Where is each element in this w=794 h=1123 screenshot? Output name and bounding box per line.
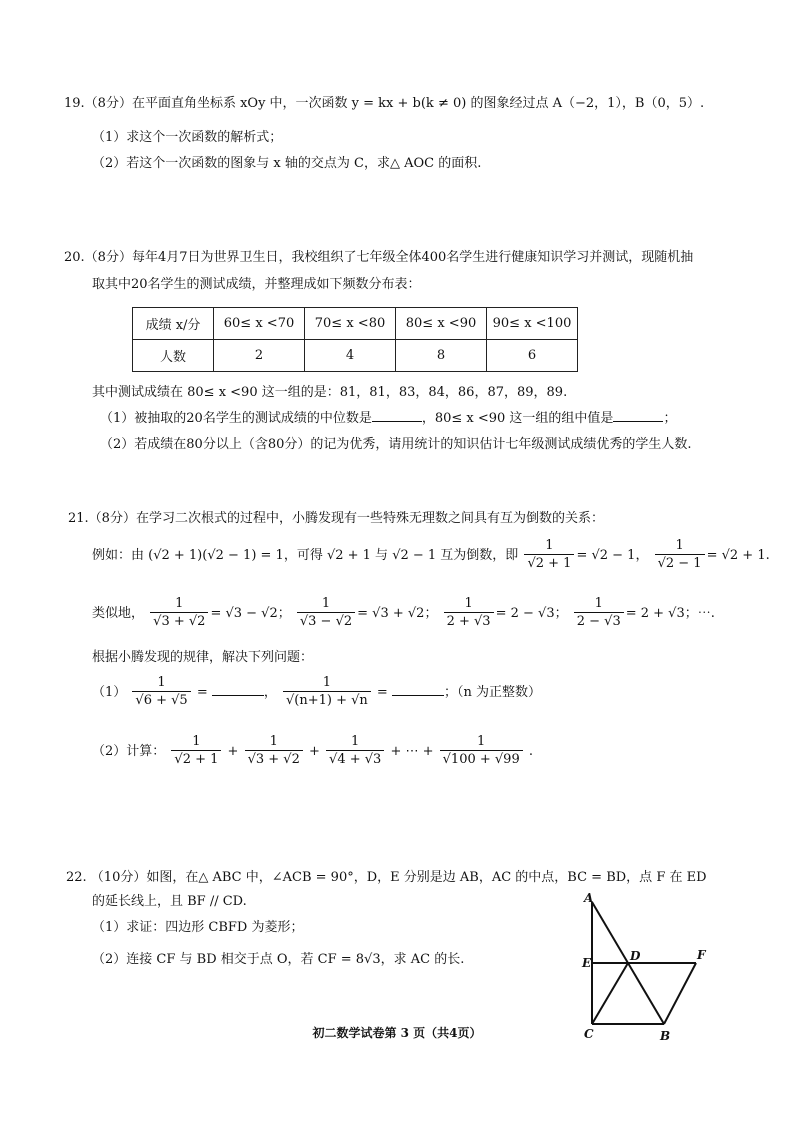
fraction: $\frac{1}{√2 + 1}$ <box>524 538 574 573</box>
q21-rule: 根据小腾发现的规律，解决下列问题： <box>92 650 314 665</box>
q22-stem-line1: 22. （10分）如图，在△ ABC 中，∠ACB = 90°，D，E 分别是边 AB，AC 的中点，BC = BD，点 F 在 ED <box>66 870 707 885</box>
fraction: $\frac{1}{√3 + √2}$ <box>245 734 303 769</box>
q20-stem-line1: 20.（8分）每年4月7日为世界卫生日，我校组织了七年级全体400名学生进行健康知识学习并测试，现随机抽 <box>64 250 694 265</box>
q20-stem-line2: 取其中20名学生的测试成绩，并整理成如下频数分布表： <box>92 277 421 292</box>
answer-blank <box>372 409 422 422</box>
q21-part2: （2）计算： $\frac{1}{√2 + 1}$ + $\frac{1}{√3 + √2}$ + $\frac{1}{√4 + √3}$ + ⋯ + $\frac{1}{√100 + √99}$ . <box>92 734 533 767</box>
fraction: $\frac{1}{√3 + √2}$ <box>150 596 208 631</box>
table-cell: 人数 <box>133 340 214 372</box>
q22-part1: （1）求证：四边形 CBFD 为菱形； <box>92 920 304 935</box>
q22-stem-line2: 的延长线上，且 BF // CD. <box>92 894 247 909</box>
fraction: $\frac{1}{√2 + 1}$ <box>171 734 221 769</box>
label-e: E <box>582 956 592 970</box>
table-cell: 成绩 x/分 <box>133 308 214 340</box>
q21-similar: 类似地， $\frac{1}{√3 + √2}$ = √3 − √2； $\frac{1}{√3 - √2}$ = √3 + √2； $\frac{1}{2 + √3}$ = 2 − √3； $\frac{1}{2 - √3}$ = 2 + √3；⋯. <box>92 596 715 629</box>
segment-bf <box>664 963 696 1024</box>
fraction: $\frac{1}{√6 + √5}$ <box>132 675 190 710</box>
q21-stem: 21.（8分）在学习二次根式的过程中，小腾发现有一些特殊无理数之间具有互为倒数的关系： <box>68 511 604 526</box>
q19-part1: （1）求这个一次函数的解析式； <box>92 130 283 145</box>
fraction: $\frac{1}{2 - √3}$ <box>574 596 624 631</box>
answer-blank <box>212 683 264 696</box>
answer-blank <box>392 683 444 696</box>
table-cell: 8 <box>396 340 487 372</box>
q20-part2: （2）若成绩在80分以上（含80分）的记为优秀，请用统计的知识估计七年级测试成绩优秀的学生人数. <box>100 437 692 452</box>
table-cell: 80≤ x <90 <box>396 308 487 340</box>
table-cell: 4 <box>305 340 396 372</box>
table-cell: 6 <box>487 340 578 372</box>
q19-part2: （2）若这个一次函数的图象与 x 轴的交点为 C，求△ AOC 的面积. <box>92 156 482 171</box>
page-footer: 初二数学试卷第 3 页（共4页） <box>312 1026 482 1040</box>
q22-part2: （2）连接 CF 与 BD 相交于点 O，若 CF = 8√3，求 AC 的长. <box>92 952 465 967</box>
label-d: D <box>630 949 641 963</box>
table-cell: 70≤ x <80 <box>305 308 396 340</box>
segment-cd <box>592 963 628 1024</box>
table-cell: 60≤ x <70 <box>214 308 305 340</box>
q20-part1: （1）被抽取的20名学生的测试成绩的中位数是 ，80≤ x <90 这一组的组中值是 ； <box>100 411 677 426</box>
label-c: C <box>584 1027 594 1041</box>
frequency-table <box>132 307 578 372</box>
fraction: $\frac{1}{√(n+1) + √n}$ <box>283 675 371 710</box>
q21-part1: （1） $\frac{1}{√6 + √5}$ = ， $\frac{1}{√(n+1) + √n}$ = ；（n 为正整数） <box>92 675 541 708</box>
q21-example: 例如：由 (√2 + 1)(√2 − 1) = 1，可得 √2 + 1 与 √2 − 1 互为倒数，即 $\frac{1}{√2 + 1}$ = √2 − 1， $\frac{1}{√2 - 1}$ = √2 + 1. <box>92 538 770 571</box>
table-cell: 2 <box>214 340 305 372</box>
table-header-row <box>133 308 578 340</box>
fraction: $\frac{1}{√4 + √3}$ <box>326 734 384 769</box>
fraction: $\frac{1}{√2 - 1}$ <box>655 538 705 573</box>
answer-blank <box>613 409 663 422</box>
fraction: $\frac{1}{√3 - √2}$ <box>297 596 355 631</box>
fraction: $\frac{1}{2 + √3}$ <box>444 596 494 631</box>
table-row <box>133 340 578 372</box>
table-cell: 90≤ x <100 <box>487 308 578 340</box>
fraction: $\frac{1}{√100 + √99}$ <box>440 734 523 769</box>
q20-note: 其中测试成绩在 80≤ x <90 这一组的是：81，81，83，84，86，87，89，89. <box>92 385 568 400</box>
label-a: A <box>584 891 594 905</box>
label-f: F <box>697 948 706 962</box>
label-b: B <box>660 1029 671 1043</box>
q19-stem: 19.（8分）在平面直角坐标系 xOy 中，一次函数 y = kx + b(k ≠ 0) 的图象经过点 A（−2，1），B（0，5）. <box>64 96 705 111</box>
